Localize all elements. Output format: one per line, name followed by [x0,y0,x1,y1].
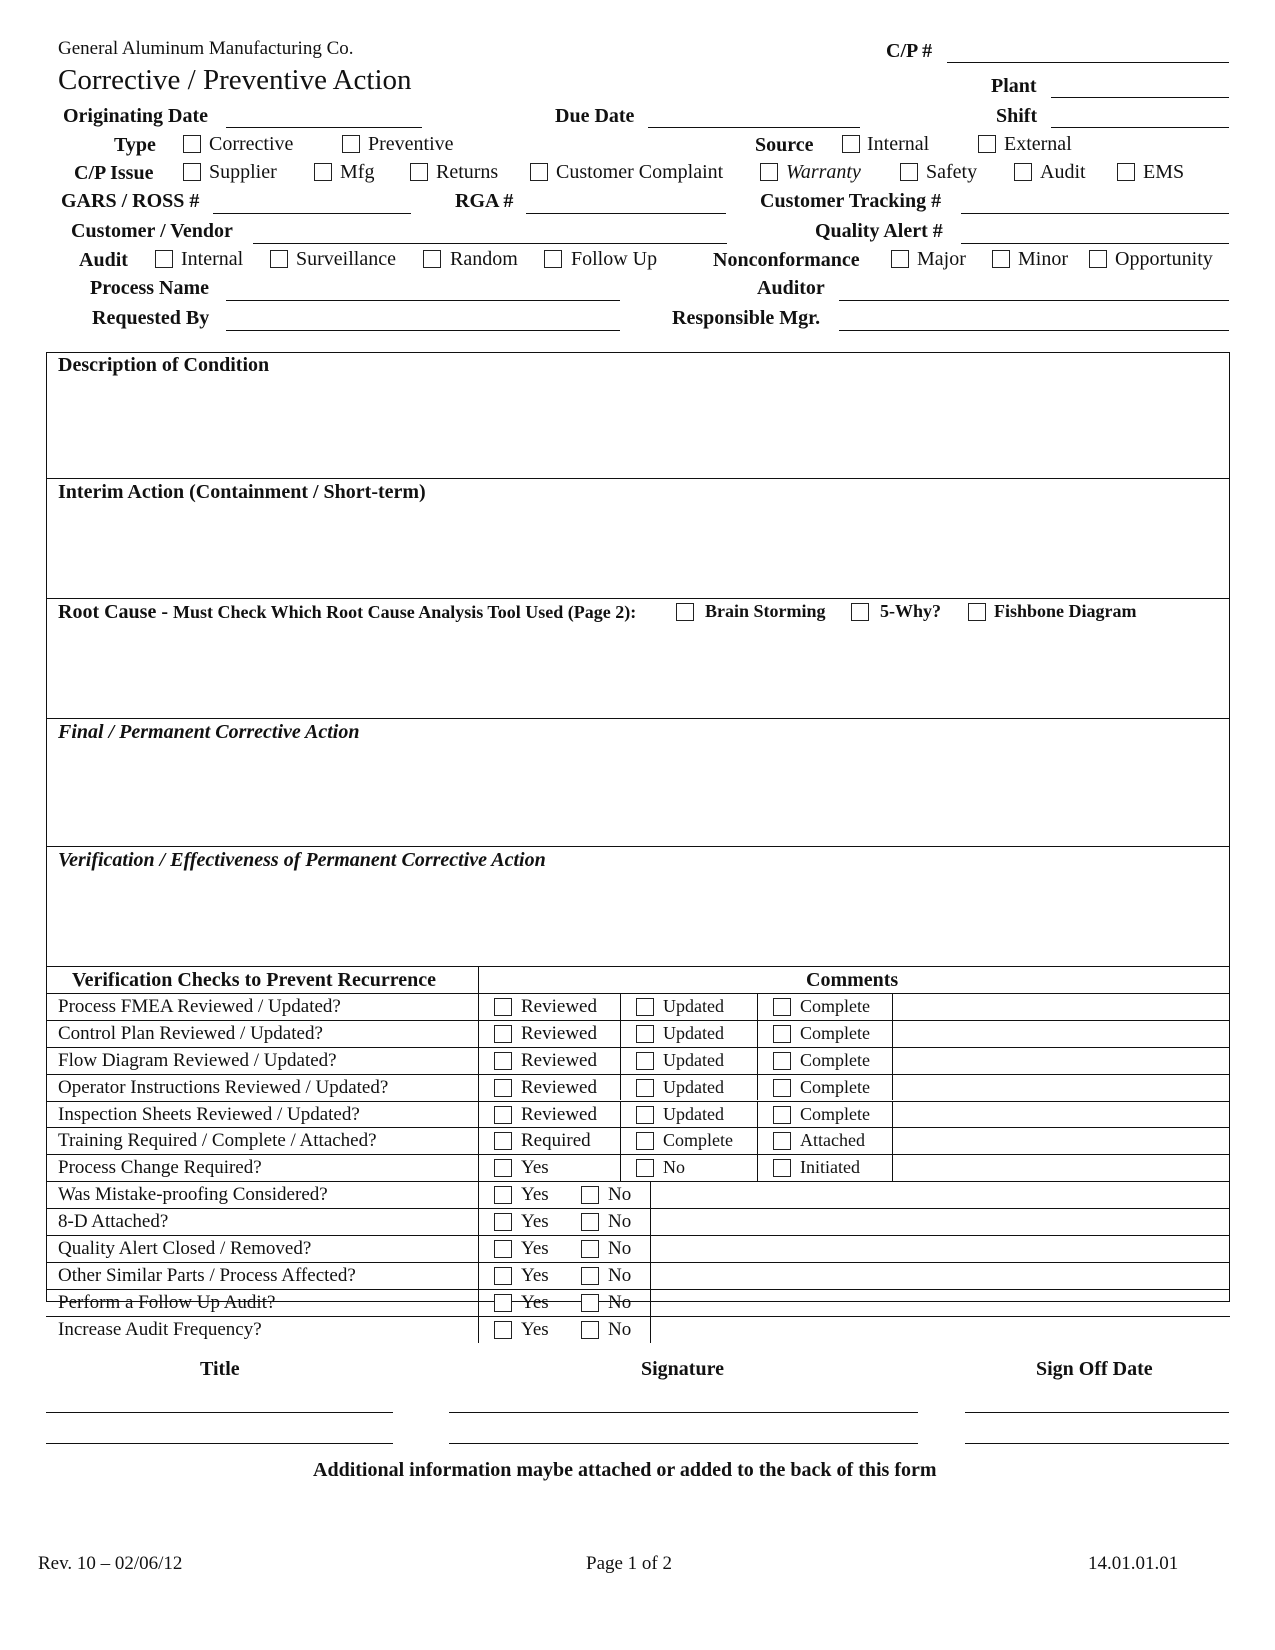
check-option-checkbox[interactable] [494,1132,512,1150]
document-number: 14.01.01.01 [1088,1553,1179,1574]
process-name-label: Process Name [90,277,210,299]
check-option-label: Yes [521,1211,549,1233]
comment-divider [650,1181,651,1208]
root-cause-instruction: Must Check Which Root Cause Analysis Tool Used (Page 2): [173,602,637,622]
check-question: Control Plan Reviewed / Updated? [58,1022,323,1044]
comment-field[interactable] [652,1236,1228,1261]
issue-customer-complaint-checkbox[interactable] [530,163,548,181]
issue-supplier-label: Supplier [209,161,277,183]
comment-field[interactable] [894,1021,1228,1046]
nc-major-checkbox[interactable] [891,250,909,268]
divider [46,478,1230,479]
additional-info-note: Additional information maybe attached or added to the back of this form [313,1459,937,1481]
check-option-label: Updated [663,1076,724,1097]
check-option-label: Complete [800,995,870,1016]
check-option-checkbox[interactable] [494,1321,512,1339]
option-divider [620,1101,621,1128]
check-option-label: Yes [521,1238,549,1259]
check-option-checkbox[interactable] [494,1240,512,1258]
check-option-label: Initiated [800,1157,860,1178]
check-option-label: No [608,1291,632,1313]
signoff-date-field[interactable] [965,1412,1229,1413]
signoff-title-field[interactable] [46,1412,393,1413]
comment-field[interactable] [894,1048,1228,1073]
source-external-checkbox[interactable] [978,135,996,153]
form-title: Corrective / Preventive Action [58,64,412,96]
customer-vendor-label: Customer / Vendor [71,220,233,242]
signoff-date-field[interactable] [965,1443,1229,1444]
comment-field[interactable] [652,1290,1228,1315]
check-option-checkbox[interactable] [636,1132,654,1150]
interim-action-area[interactable] [50,507,1225,595]
plant-field[interactable] [1051,97,1229,98]
comment-divider [892,1101,893,1128]
audit-random-checkbox[interactable] [423,250,441,268]
issue-safety-checkbox[interactable] [900,163,918,181]
shift-field[interactable] [1051,127,1229,128]
comment-field[interactable] [894,1075,1228,1100]
check-option-label: No [608,1264,632,1286]
check-option-label: Updated [663,1022,724,1043]
plant-label: Plant [991,75,1037,97]
responsible-mgr-label: Responsible Mgr. [672,307,821,329]
check-option-label: Complete [800,1103,870,1124]
divider [46,718,1230,719]
check-option-checkbox[interactable] [773,998,791,1016]
nc-major-label: Major [917,248,966,270]
check-question: Operator Instructions Reviewed / Updated? [58,1076,389,1098]
comment-field[interactable] [894,1155,1228,1180]
check-question: Training Required / Complete / Attached? [58,1130,377,1152]
comment-divider [892,993,893,1020]
customer-tracking-field[interactable] [961,213,1229,214]
check-question: Increase Audit Frequency? [58,1318,262,1340]
check-option-checkbox[interactable] [773,1079,791,1097]
check-question: Flow Diagram Reviewed / Updated? [58,1049,337,1071]
comment-divider [892,1074,893,1101]
type-corrective-checkbox[interactable] [183,135,201,153]
option-divider [620,1020,621,1047]
option-divider [620,1154,621,1181]
check-question: Process Change Required? [58,1157,262,1179]
divider [46,966,1230,967]
brainstorming-label: Brain Storming [705,601,826,621]
root-cause-title: Root Cause - Must Check Which Root Cause Analysis Tool Used (Page 2): [58,601,637,623]
five-why-checkbox[interactable] [851,603,869,621]
check-option-label: Attached [800,1130,865,1151]
check-question: Quality Alert Closed / Removed? [58,1238,312,1259]
check-option-label: Reviewed [521,1103,597,1125]
comment-divider [892,1127,893,1154]
responsible-mgr-field[interactable] [839,330,1229,331]
check-question: 8-D Attached? [58,1211,169,1233]
check-question: Inspection Sheets Reviewed / Updated? [58,1103,360,1125]
audit-internal-label: Internal [181,248,244,270]
nc-minor-label: Minor [1018,248,1068,270]
issue-mfg-label: Mfg [340,161,375,183]
check-option-label: Reviewed [521,995,597,1017]
check-option-label: No [608,1184,632,1206]
issue-audit-label: Audit [1040,161,1086,183]
check-question: Other Similar Parts / Process Affected? [58,1264,356,1286]
comment-field[interactable] [652,1209,1228,1234]
auditor-label: Auditor [757,277,825,299]
check-option-label: No [608,1318,632,1340]
check-option-checkbox[interactable] [636,1079,654,1097]
check-option-label: Complete [663,1130,733,1151]
check-option-checkbox[interactable] [494,998,512,1016]
comment-divider [650,1235,651,1262]
check-option-checkbox[interactable] [773,1052,791,1070]
originating-date-field[interactable] [226,127,422,128]
source-external-label: External [1004,133,1072,155]
audit-follow-up-label: Follow Up [571,248,658,270]
check-option-checkbox[interactable] [773,1132,791,1150]
audit-internal-checkbox[interactable] [155,250,173,268]
comment-divider [650,1316,651,1343]
check-option-checkbox[interactable] [636,1159,654,1177]
audit-random-label: Random [450,248,518,270]
quality-alert-field[interactable] [961,243,1229,244]
description-area[interactable] [50,380,1225,475]
cp-number-field[interactable] [947,62,1229,63]
signoff-title-header: Title [200,1358,240,1380]
customer-vendor-field[interactable] [253,243,727,244]
nc-minor-checkbox[interactable] [992,250,1010,268]
requested-by-field[interactable] [226,330,620,331]
option-divider [757,1074,758,1101]
type-corrective-label: Corrective [209,133,294,155]
check-option-label: Reviewed [521,1049,597,1071]
source-internal-label: Internal [867,133,930,155]
check-option-checkbox[interactable] [636,1052,654,1070]
requested-by-label: Requested By [92,307,210,329]
issue-mfg-checkbox[interactable] [314,163,332,181]
final-action-area[interactable] [50,747,1225,843]
option-divider [620,1074,621,1101]
comment-field[interactable] [652,1263,1228,1288]
check-option-checkbox[interactable] [494,1106,512,1124]
due-date-field[interactable] [648,127,860,128]
check-option-checkbox[interactable] [581,1213,599,1231]
check-option-label: Reviewed [521,1022,597,1044]
comment-field[interactable] [894,1128,1228,1153]
final-action-title: Final / Permanent Corrective Action [58,721,360,743]
check-option-checkbox[interactable] [636,998,654,1016]
issue-audit-checkbox[interactable] [1014,163,1032,181]
comment-divider [892,1154,893,1181]
comment-field[interactable] [894,1102,1228,1127]
check-option-label: Yes [521,1264,549,1286]
option-divider [757,993,758,1020]
option-divider [620,1047,621,1074]
check-option-checkbox[interactable] [494,1213,512,1231]
divider [46,598,1230,599]
signoff-signature-field[interactable] [449,1412,918,1413]
check-option-label: Reviewed [521,1076,597,1098]
comment-divider [650,1289,651,1316]
check-option-checkbox[interactable] [581,1267,599,1285]
check-option-checkbox[interactable] [581,1294,599,1312]
check-option-label: No [608,1211,632,1233]
type-preventive-label: Preventive [368,133,454,155]
option-divider [757,1101,758,1128]
five-why-label: 5-Why? [880,601,942,621]
quality-alert-label: Quality Alert # [815,220,943,242]
check-option-checkbox[interactable] [494,1186,512,1204]
check-option-checkbox[interactable] [494,1267,512,1285]
check-option-label: Complete [800,1022,870,1043]
cp-issue-label: C/P Issue [74,162,154,184]
cp-number-label: C/P # [886,40,933,62]
check-option-checkbox[interactable] [581,1186,599,1204]
option-divider [757,1154,758,1181]
nc-opportunity-label: Opportunity [1115,248,1213,270]
type-preventive-checkbox[interactable] [342,135,360,153]
check-option-label: Yes [521,1318,549,1340]
option-divider [757,1127,758,1154]
comment-divider [650,1262,651,1289]
checks-header-question: Verification Checks to Prevent Recurrence [72,969,436,991]
brainstorming-checkbox[interactable] [676,603,694,621]
check-option-label: Complete [800,1049,870,1070]
gars-ross-field[interactable] [213,213,411,214]
check-option-checkbox[interactable] [773,1106,791,1124]
page-number: Page 1 of 2 [586,1553,673,1574]
check-question: Was Mistake-proofing Considered? [58,1184,328,1206]
check-option-checkbox[interactable] [773,1025,791,1043]
comment-field[interactable] [652,1182,1228,1207]
issue-ems-checkbox[interactable] [1117,163,1135,181]
revision-label: Rev. 10 – 02/06/12 [38,1553,183,1574]
signoff-signature-field[interactable] [449,1443,918,1444]
divider [46,846,1230,847]
comment-divider [892,1020,893,1047]
verification-title: Verification / Effectiveness of Permanent Corrective Action [58,849,546,871]
signoff-title-field[interactable] [46,1443,393,1444]
check-option-label: Updated [663,995,724,1016]
check-option-checkbox[interactable] [494,1294,512,1312]
check-question: Perform a Follow Up Audit? [58,1291,276,1313]
check-option-label: Updated [663,1103,724,1124]
signoff-signature-header: Signature [641,1358,724,1380]
due-date-label: Due Date [555,105,635,127]
comment-divider [650,1208,651,1235]
root-cause-area[interactable] [50,628,1225,715]
audit-surveillance-label: Surveillance [296,248,396,270]
process-name-field[interactable] [226,300,620,301]
issue-warranty-label: Warranty [786,161,861,183]
check-option-label: Yes [521,1184,549,1206]
company-name: General Aluminum Manufacturing Co. [58,38,354,59]
audit-surveillance-checkbox[interactable] [270,250,288,268]
signoff-date-header: Sign Off Date [1036,1358,1153,1380]
issue-returns-label: Returns [436,161,499,183]
check-option-label: Yes [521,1291,549,1313]
source-label: Source [755,134,814,156]
fishbone-label: Fishbone Diagram [994,601,1137,621]
issue-customer-complaint-label: Customer Complaint [556,161,724,183]
auditor-field[interactable] [839,300,1229,301]
comment-divider [892,1047,893,1074]
interim-action-title: Interim Action (Containment / Short-term) [58,481,426,503]
check-option-checkbox[interactable] [494,1159,512,1177]
option-divider [757,1020,758,1047]
shift-label: Shift [996,105,1038,127]
checks-header-comments: Comments [806,969,899,991]
check-option-label: Yes [521,1157,549,1179]
issue-returns-checkbox[interactable] [410,163,428,181]
comment-field[interactable] [652,1317,1228,1342]
check-option-label: No [608,1238,632,1259]
check-option-checkbox[interactable] [494,1079,512,1097]
fishbone-checkbox[interactable] [968,603,986,621]
check-option-label: Required [521,1130,591,1152]
audit-follow-up-checkbox[interactable] [544,250,562,268]
option-divider [757,1047,758,1074]
check-option-checkbox[interactable] [581,1240,599,1258]
check-question: Process FMEA Reviewed / Updated? [58,995,341,1017]
source-internal-checkbox[interactable] [842,135,860,153]
check-option-label: No [663,1157,685,1178]
verification-area[interactable] [50,875,1225,963]
originating-date-label: Originating Date [63,105,208,127]
rga-label: RGA # [455,190,514,212]
option-divider [620,1127,621,1154]
nonconformance-label: Nonconformance [713,249,860,271]
issue-safety-label: Safety [926,161,978,183]
customer-tracking-label: Customer Tracking # [760,190,942,212]
comment-field[interactable] [894,994,1228,1019]
audit-label: Audit [79,249,128,271]
check-option-checkbox[interactable] [494,1052,512,1070]
gars-ross-label: GARS / ROSS # [61,190,200,212]
check-option-checkbox[interactable] [773,1159,791,1177]
type-label: Type [114,134,156,156]
issue-warranty-checkbox[interactable] [760,163,778,181]
issue-ems-label: EMS [1143,161,1185,183]
check-option-label: Updated [663,1049,724,1070]
issue-supplier-checkbox[interactable] [183,163,201,181]
check-option-checkbox[interactable] [636,1106,654,1124]
option-divider [620,993,621,1020]
description-title: Description of Condition [58,354,270,376]
check-option-checkbox[interactable] [581,1321,599,1339]
check-option-label: Complete [800,1076,870,1097]
nc-opportunity-checkbox[interactable] [1089,250,1107,268]
check-option-checkbox[interactable] [494,1025,512,1043]
check-option-checkbox[interactable] [636,1025,654,1043]
rga-field[interactable] [526,213,726,214]
